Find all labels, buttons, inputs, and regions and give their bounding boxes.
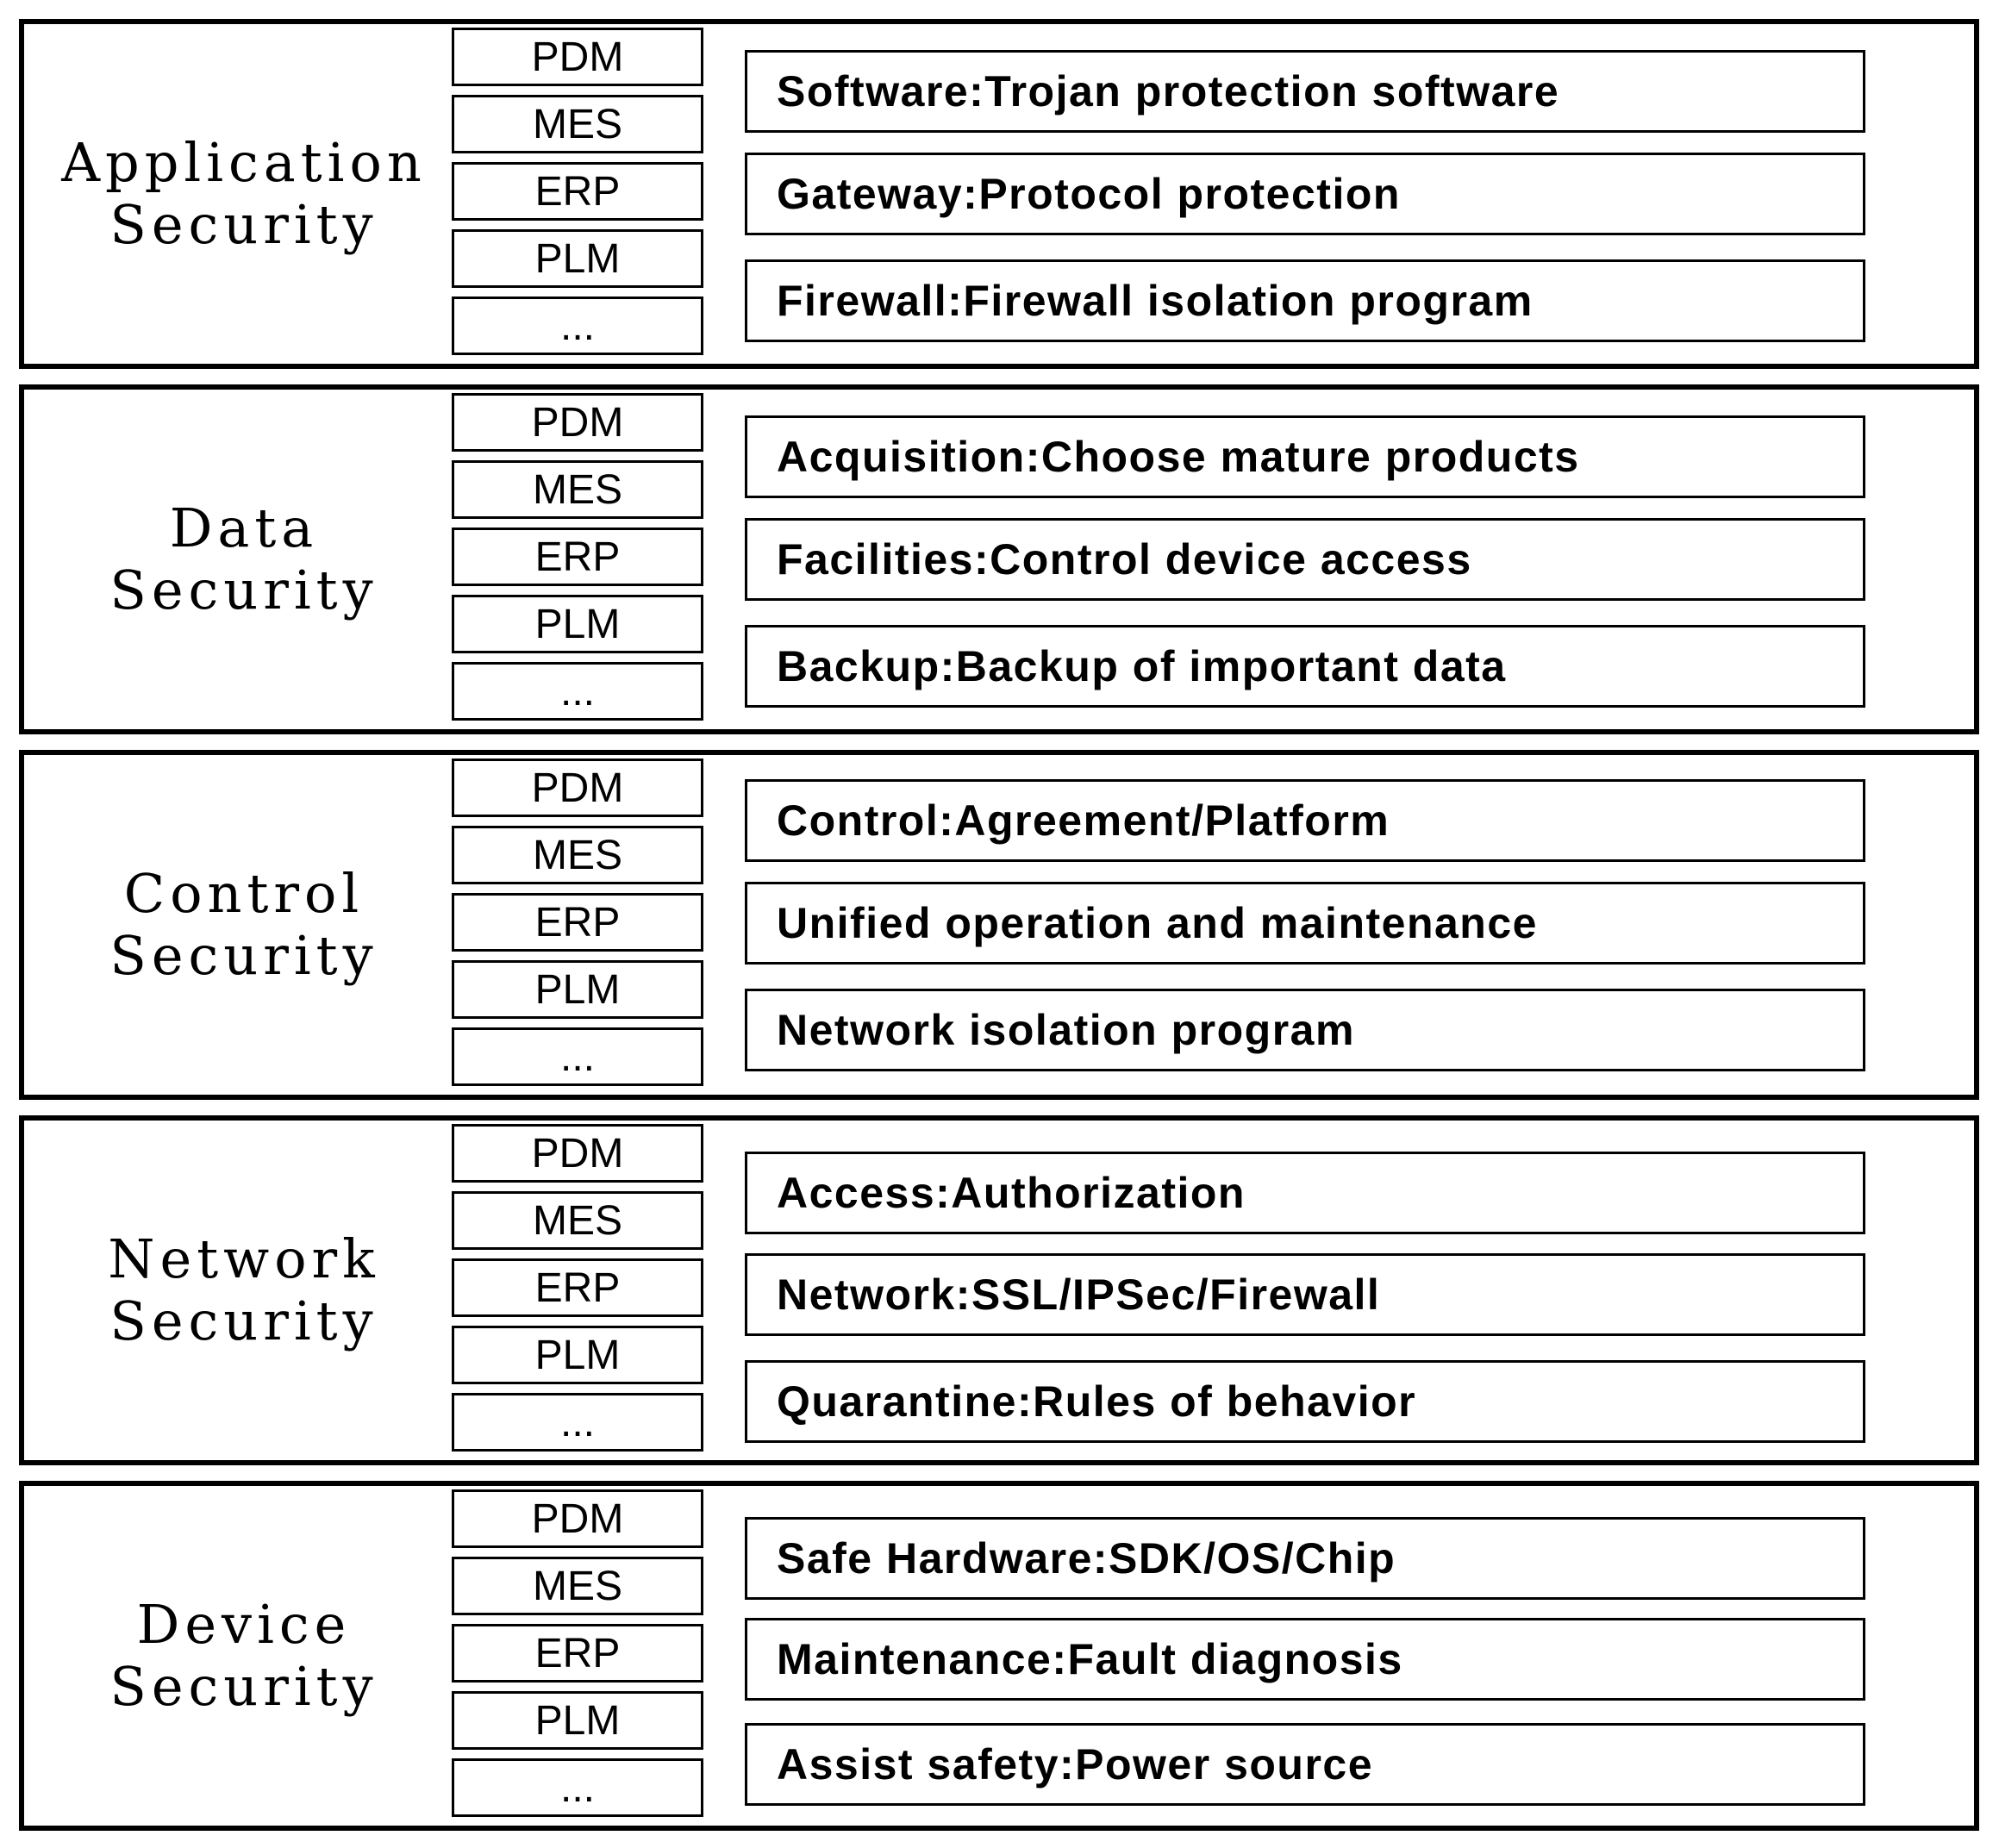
system-box-mes: MES — [452, 460, 703, 519]
measure-list — [745, 1486, 1865, 1826]
measure-box: Safe Hardware:SDK/OS/Chip — [745, 1517, 1865, 1600]
system-box-pdm: PDM — [452, 393, 703, 452]
system-box-more: ... — [452, 1758, 703, 1817]
layer-title-text: Application Security — [61, 131, 427, 256]
measure-box: Access:Authorization — [745, 1152, 1865, 1234]
system-box-more: ... — [452, 662, 703, 721]
system-box-pdm: PDM — [452, 28, 703, 86]
system-box-more: ... — [452, 297, 703, 355]
system-box-plm: PLM — [452, 1691, 703, 1750]
system-box-plm: PLM — [452, 960, 703, 1019]
system-box-mes: MES — [452, 1191, 703, 1250]
layer-title — [24, 1486, 464, 1826]
measure-list — [745, 1121, 1865, 1460]
system-box-erp: ERP — [452, 893, 703, 952]
system-box-more: ... — [452, 1393, 703, 1452]
measure-list — [745, 24, 1865, 364]
system-box-plm: PLM — [452, 595, 703, 653]
measure-box: Backup:Backup of important data — [745, 625, 1865, 708]
layer-title — [24, 390, 464, 729]
layer-title-text: Control Security — [109, 862, 378, 987]
measure-box: Facilities:Control device access — [745, 518, 1865, 601]
system-box-mes: MES — [452, 1557, 703, 1615]
system-box-plm: PLM — [452, 229, 703, 288]
layer-title — [24, 1121, 464, 1460]
system-box-mes: MES — [452, 826, 703, 884]
system-box-pdm: PDM — [452, 759, 703, 817]
layer-title-text: Network Security — [108, 1227, 380, 1352]
measure-box: Quarantine:Rules of behavior — [745, 1360, 1865, 1443]
measure-box: Unified operation and maintenance — [745, 882, 1865, 965]
system-box-more: ... — [452, 1027, 703, 1086]
layer-title-text: Data Security — [109, 496, 378, 621]
system-box-erp: ERP — [452, 1624, 703, 1683]
system-box-erp: ERP — [452, 1258, 703, 1317]
layer-title — [24, 755, 464, 1095]
layer-device-security — [19, 1481, 1979, 1831]
measure-box: Network:SSL/IPSec/Firewall — [745, 1253, 1865, 1336]
system-box-erp: ERP — [452, 162, 703, 221]
layer-data-security — [19, 384, 1979, 734]
measure-list — [745, 755, 1865, 1095]
layer-control-security — [19, 750, 1979, 1100]
measure-box: Assist safety:Power source — [745, 1723, 1865, 1806]
measure-box: Network isolation program — [745, 989, 1865, 1071]
measure-box: Acquisition:Choose mature products — [745, 415, 1865, 498]
measure-list — [745, 390, 1865, 729]
layer-application-security — [19, 19, 1979, 369]
measure-box: Software:Trojan protection software — [745, 50, 1865, 133]
layer-network-security — [19, 1115, 1979, 1465]
measure-box: Maintenance:Fault diagnosis — [745, 1618, 1865, 1701]
layer-title — [24, 24, 464, 364]
layer-title-text: Device Security — [109, 1593, 378, 1718]
system-box-mes: MES — [452, 95, 703, 153]
measure-box: Firewall:Firewall isolation program — [745, 259, 1865, 342]
measure-box: Control:Agreement/Platform — [745, 779, 1865, 862]
measure-box: Gateway:Protocol protection — [745, 153, 1865, 235]
system-box-pdm: PDM — [452, 1124, 703, 1183]
system-box-pdm: PDM — [452, 1489, 703, 1548]
system-box-plm: PLM — [452, 1326, 703, 1384]
system-box-erp: ERP — [452, 528, 703, 586]
